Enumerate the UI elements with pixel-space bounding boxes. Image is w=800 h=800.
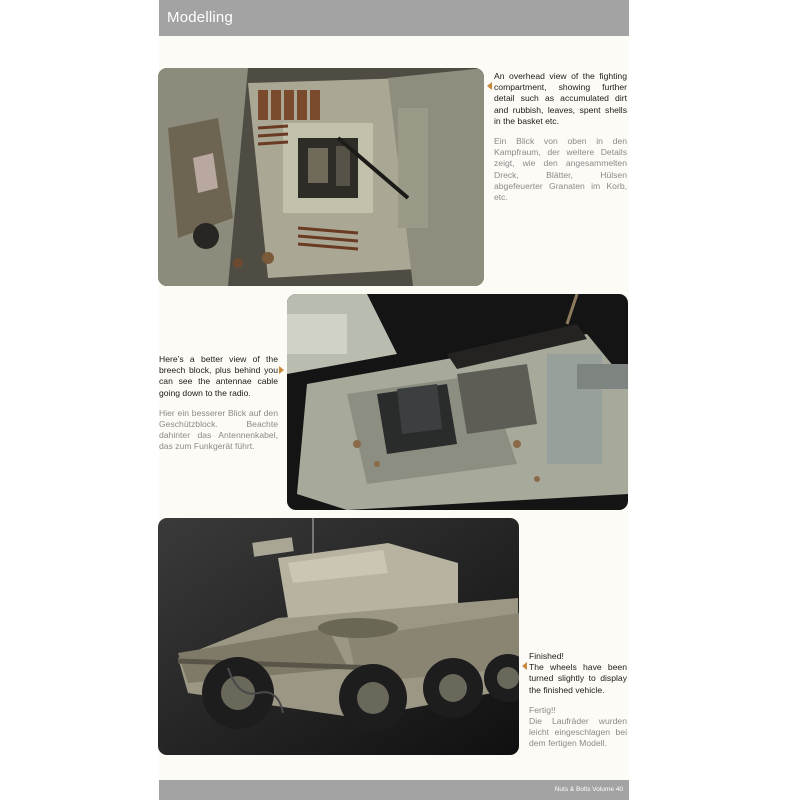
caption-german: Ein Blick von oben in den Kampfraum, der weitere Details zeigt, wie den angesammelten Dreck, Blätter, Hülsen abgefeuerter Granaten im Korb, etc. xyxy=(494,136,627,203)
caption-german: Hier ein besserer Blick auf den Geschützblock. Beachte dahinter das Antennenkabel, das zum Funkgerät führt. xyxy=(159,407,278,452)
caption-german: Die Laufräder wurden leicht eingeschlagen bei dem fertigen Modell. xyxy=(529,716,627,749)
breech-block-photo xyxy=(287,294,628,510)
finished-vehicle-photo xyxy=(158,518,519,755)
caption-finished xyxy=(529,651,627,750)
caption-overhead-view xyxy=(494,71,627,203)
section-header-bar xyxy=(159,0,629,36)
caption-german-block xyxy=(529,705,627,750)
caption-english: Here’s a better view of the breech block, plus behind you can see the antennae cable going down to the radio. xyxy=(159,354,278,398)
caption-english: The wheels have been turned slightly to display the finished vehicle. xyxy=(529,662,627,695)
caption-breech-block xyxy=(159,354,278,453)
caption-english-block xyxy=(529,651,627,696)
caption-german-title: Fertig!! xyxy=(529,704,556,715)
footer-text: Nuts & Bolts Volume 40 xyxy=(554,786,623,793)
caption-pointer xyxy=(487,82,492,90)
caption-english-title: Finished! xyxy=(529,651,564,661)
caption-english: An overhead view of the fighting compartment, showing further detail such as accumulated dirt and rubbish, leaves, spent shells in the basket etc. xyxy=(494,71,627,126)
page-footer-bar xyxy=(159,780,629,800)
caption-pointer xyxy=(522,662,527,670)
fighting-compartment-overhead-photo xyxy=(158,68,484,286)
caption-pointer xyxy=(279,366,284,374)
section-title: Modelling xyxy=(167,9,234,26)
